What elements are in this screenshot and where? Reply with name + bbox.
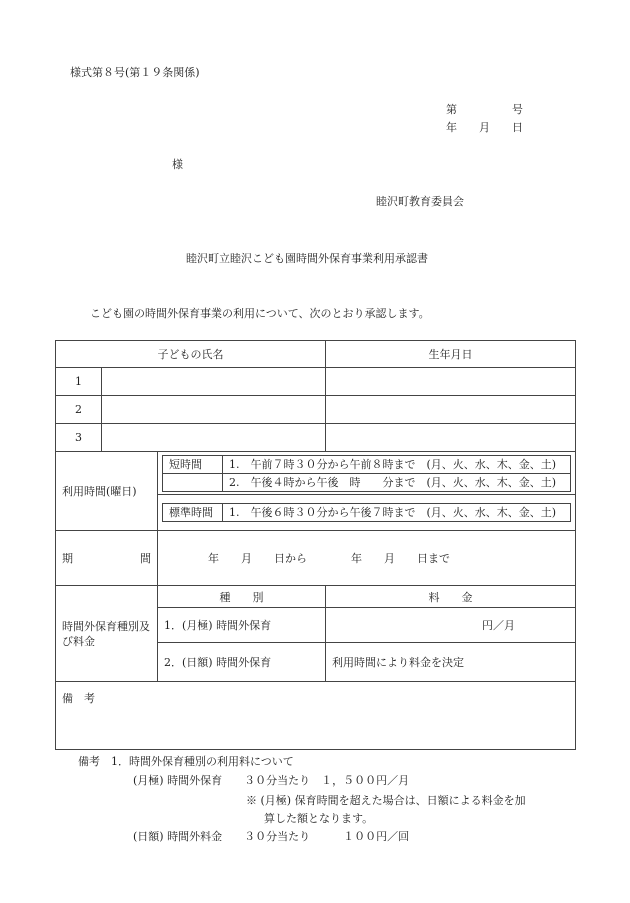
child-name-header: 子どもの氏名	[56, 341, 326, 368]
table-row	[56, 424, 576, 452]
fee-monthly[interactable]: 円／月	[326, 608, 576, 643]
usage-time-label: 利用時間(曜日)	[56, 452, 158, 531]
approval-form-table	[55, 340, 576, 750]
short-time-options	[162, 455, 571, 492]
row-number: 2	[56, 396, 102, 424]
birth-date-field[interactable]	[326, 368, 576, 396]
short-time-row	[56, 452, 576, 495]
document-title: 睦沢町立睦沢こども園時間外保育事業利用承認書	[186, 252, 428, 265]
table-header-row	[56, 341, 576, 368]
standard-time-options	[162, 503, 571, 522]
child-name-field[interactable]	[102, 424, 326, 452]
period-value[interactable]: 年 月 日から 年 月 日まで	[158, 531, 576, 586]
short-time-cell	[158, 452, 576, 495]
fee-header: 料 金	[326, 586, 576, 608]
notes-asterisk-line-1: ※ (月極) 保育時間を超えた場合は、日額による料金を加	[246, 794, 526, 807]
notes-asterisk-line-2: 算した額となります。	[264, 812, 374, 825]
birth-date-field[interactable]	[326, 424, 576, 452]
fee-section-label: 時間外保育種別及び料金	[56, 586, 158, 682]
standard-time-option-1: 1. 午後６時３０分から午後７時まで (月、火、水、木、金、土)	[223, 504, 571, 522]
addressee-suffix: 様	[172, 158, 183, 171]
remarks-label[interactable]: 備 考	[56, 682, 576, 750]
remarks-row	[56, 682, 576, 750]
period-label-cell	[56, 531, 158, 586]
child-name-field[interactable]	[102, 396, 326, 424]
issuer-name: 睦沢町教育委員会	[376, 195, 464, 208]
fee-header-row	[56, 586, 576, 608]
issue-date: 年 月 日	[446, 121, 523, 134]
form-number: 様式第８号(第１９条関係)	[70, 66, 200, 79]
notes-daily: (日額) 時間外料金 ３０分当たり １００円／回	[133, 830, 410, 843]
notes-monthly: (月極) 時間外保育 ３０分当たり １，５００円／月	[133, 774, 410, 787]
type-daily: 2．(日額) 時間外保育	[158, 643, 326, 682]
period-row	[56, 531, 576, 586]
short-time-option-1: 1. 午前７時３０分から午前８時まで (月、火、水、木、金、土)	[223, 455, 571, 473]
standard-time-cell	[158, 495, 576, 531]
type-monthly: 1．(月極) 時間外保育	[158, 608, 326, 643]
table-row	[56, 368, 576, 396]
short-time-label: 短時間	[163, 455, 223, 473]
period-label-b: 間	[140, 552, 151, 565]
table-row	[56, 396, 576, 424]
birth-date-header: 生年月日	[326, 341, 576, 368]
fee-daily: 利用時間により料金を決定	[326, 643, 576, 682]
row-number: 1	[56, 368, 102, 396]
standard-time-label: 標準時間	[163, 504, 223, 522]
document-number: 第 号	[446, 103, 523, 116]
birth-date-field[interactable]	[326, 396, 576, 424]
type-header: 種 別	[158, 586, 326, 608]
short-time-option-2: 2. 午後４時から午後 時 分まで (月、火、水、木、金、土)	[223, 473, 571, 491]
notes-heading: 備考 1．時間外保育種別の利用料について	[78, 755, 294, 768]
child-name-field[interactable]	[102, 368, 326, 396]
intro-text: こども園の時間外保育事業の利用について、次のとおり承認します。	[90, 307, 430, 320]
period-label-a: 期	[62, 552, 73, 565]
row-number: 3	[56, 424, 102, 452]
